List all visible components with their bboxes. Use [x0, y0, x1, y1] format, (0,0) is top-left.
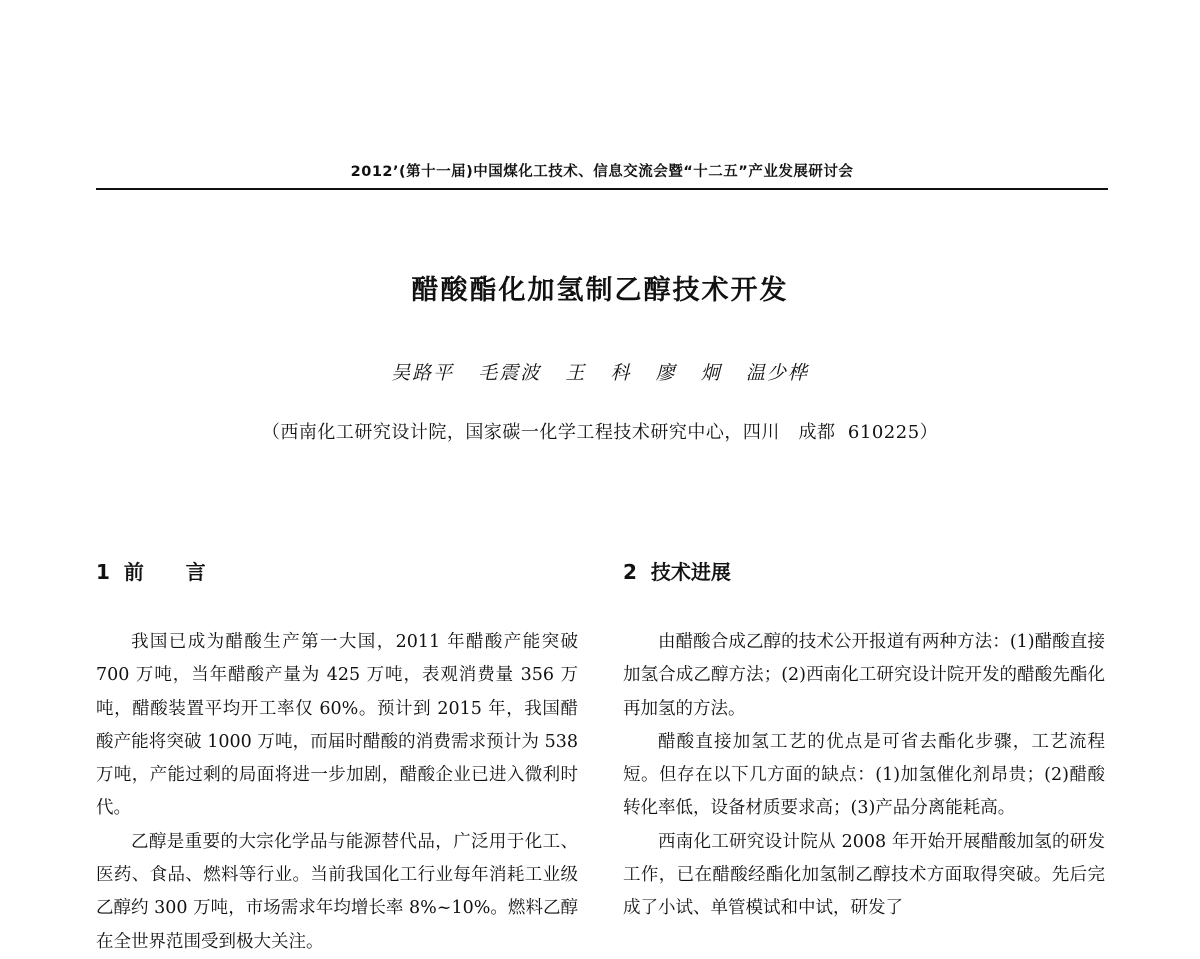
paragraph: 醋酸直接加氢工艺的优点是可省去酯化步骤，工艺流程短。但存在以下几方面的缺点：(1)加氢催化剂昂贵；(2)醋酸转化率低，设备材质要求高；(3)产品分离能耗高。	[623, 731, 1105, 819]
author-list: 吴路平 毛震波 王 科 廖 炯 温少桦	[391, 362, 809, 384]
right-column	[623, 556, 1105, 926]
running-head: 2012’(第十一届)中国煤化工技术、信息交流会暨“十二五”产业发展研讨会	[350, 164, 854, 180]
section-heading-introduction: 1 前 言	[96, 560, 206, 584]
header-rule	[96, 188, 1108, 190]
left-column	[96, 556, 578, 959]
paragraph: 我国已成为醋酸生产第一大国，2011 年醋酸产能突破 700 万吨，当年醋酸产量为 425 万吨，表观消费量 356 万吨，醋酸装置平均开工率仅 60%。预计到 2015 年，我国醋酸产能将突破 1000 万吨，而届时醋酸的消费需求预计为 538 万吨，产能过剩的局面将进一步加剧，醋酸企业已进入微利时代。	[96, 632, 578, 819]
paragraph: 西南化工研究设计院从 2008 年开始开展醋酸加氢的研发工作，已在醋酸经酯化加氢制乙醇技术方面取得突破。先后完成了小试、单管模试和中试，研发了	[623, 831, 1105, 919]
affiliation: （西南化工研究设计院，国家碳一化学工程技术研究中心，四川 成都 610225）	[261, 422, 939, 443]
article-title: 醋酸酯化加氢制乙醇技术开发	[411, 275, 789, 306]
section-heading-progress: 2 技术进展	[623, 560, 731, 584]
paragraph: 由醋酸合成乙醇的技术公开报道有两种方法：(1)醋酸直接加氢合成乙醇方法；(2)西南化工研究设计院开发的醋酸先酯化再加氢的方法。	[623, 632, 1105, 719]
paragraph: 乙醇是重要的大宗化学品与能源替代品，广泛用于化工、医药、食品、燃料等行业。当前我国化工行业每年消耗工业级乙醇约 300 万吨，市场需求年均增长率 8%~10%。燃料乙醇在全世界范围受到极大关注。	[96, 831, 578, 952]
